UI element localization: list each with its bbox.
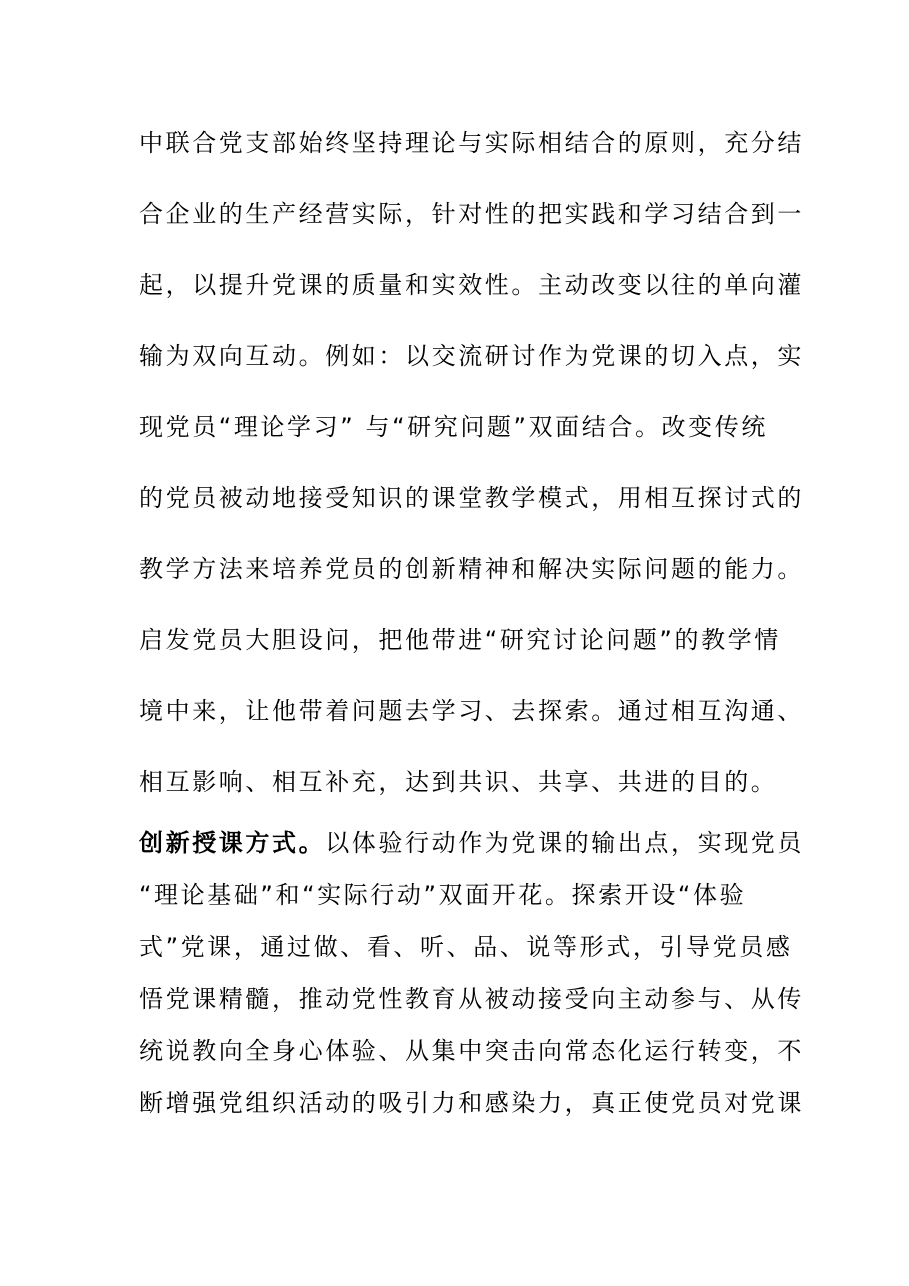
paragraph-2-line-6: 断增强党组织活动的吸引力和感染力，真正使党员对党课 bbox=[139, 1089, 804, 1117]
paragraph-2-line-2: “理论基础”和“实际行动”双面开花。探索开设“体验 bbox=[139, 881, 747, 909]
paragraph-2-line-3: 式”党课，通过做、看、听、品、说等形式，引导党员感 bbox=[139, 933, 793, 961]
section-heading: 创新授课方式。 bbox=[139, 829, 326, 857]
paragraph-1-line-5: 现党员“理论学习” 与“研究问题”双面结合。改变传统 bbox=[139, 413, 768, 441]
paragraph-1-line-3: 起，以提升党课的质量和实效性。主动改变以往的单向灌 bbox=[139, 271, 804, 299]
paragraph-1-line-1: 中联合党支部始终坚持理论与实际相结合的原则，充分结 bbox=[139, 129, 804, 157]
paragraph-2-line-1 bbox=[139, 828, 805, 858]
paragraph-1-line-10: 相互影响、相互补充，达到共识、共享、共进的目的。 bbox=[139, 768, 778, 796]
paragraph-1-line-7: 教学方法来培养党员的创新精神和解决实际问题的能力。 bbox=[139, 555, 804, 583]
paragraph-2-line-4: 悟党课精髓，推动党性教育从被动接受向主动参与、从传 bbox=[139, 985, 804, 1013]
paragraph-2-line-1-text: 以体验行动作为党课的输出点，实现党员 bbox=[325, 829, 805, 857]
paragraph-1-line-4: 输为双向互动。例如：以交流研讨作为党课的切入点，实 bbox=[139, 342, 804, 370]
paragraph-1-line-8: 启发党员大胆设问，把他带进“研究讨论问题”的教学情 bbox=[139, 626, 781, 654]
paragraph-1-line-6: 的党员被动地接受知识的课堂教学模式，用相互探讨式的 bbox=[139, 484, 804, 512]
paragraph-1-line-2: 合企业的生产经营实际，针对性的把实践和学习结合到一 bbox=[139, 200, 804, 228]
paragraph-2-line-5: 统说教向全身心体验、从集中突击向常态化运行转变，不 bbox=[139, 1037, 804, 1065]
paragraph-1-line-9: 境中来，让他带着问题去学习、去探索。通过相互沟通、 bbox=[139, 697, 804, 725]
